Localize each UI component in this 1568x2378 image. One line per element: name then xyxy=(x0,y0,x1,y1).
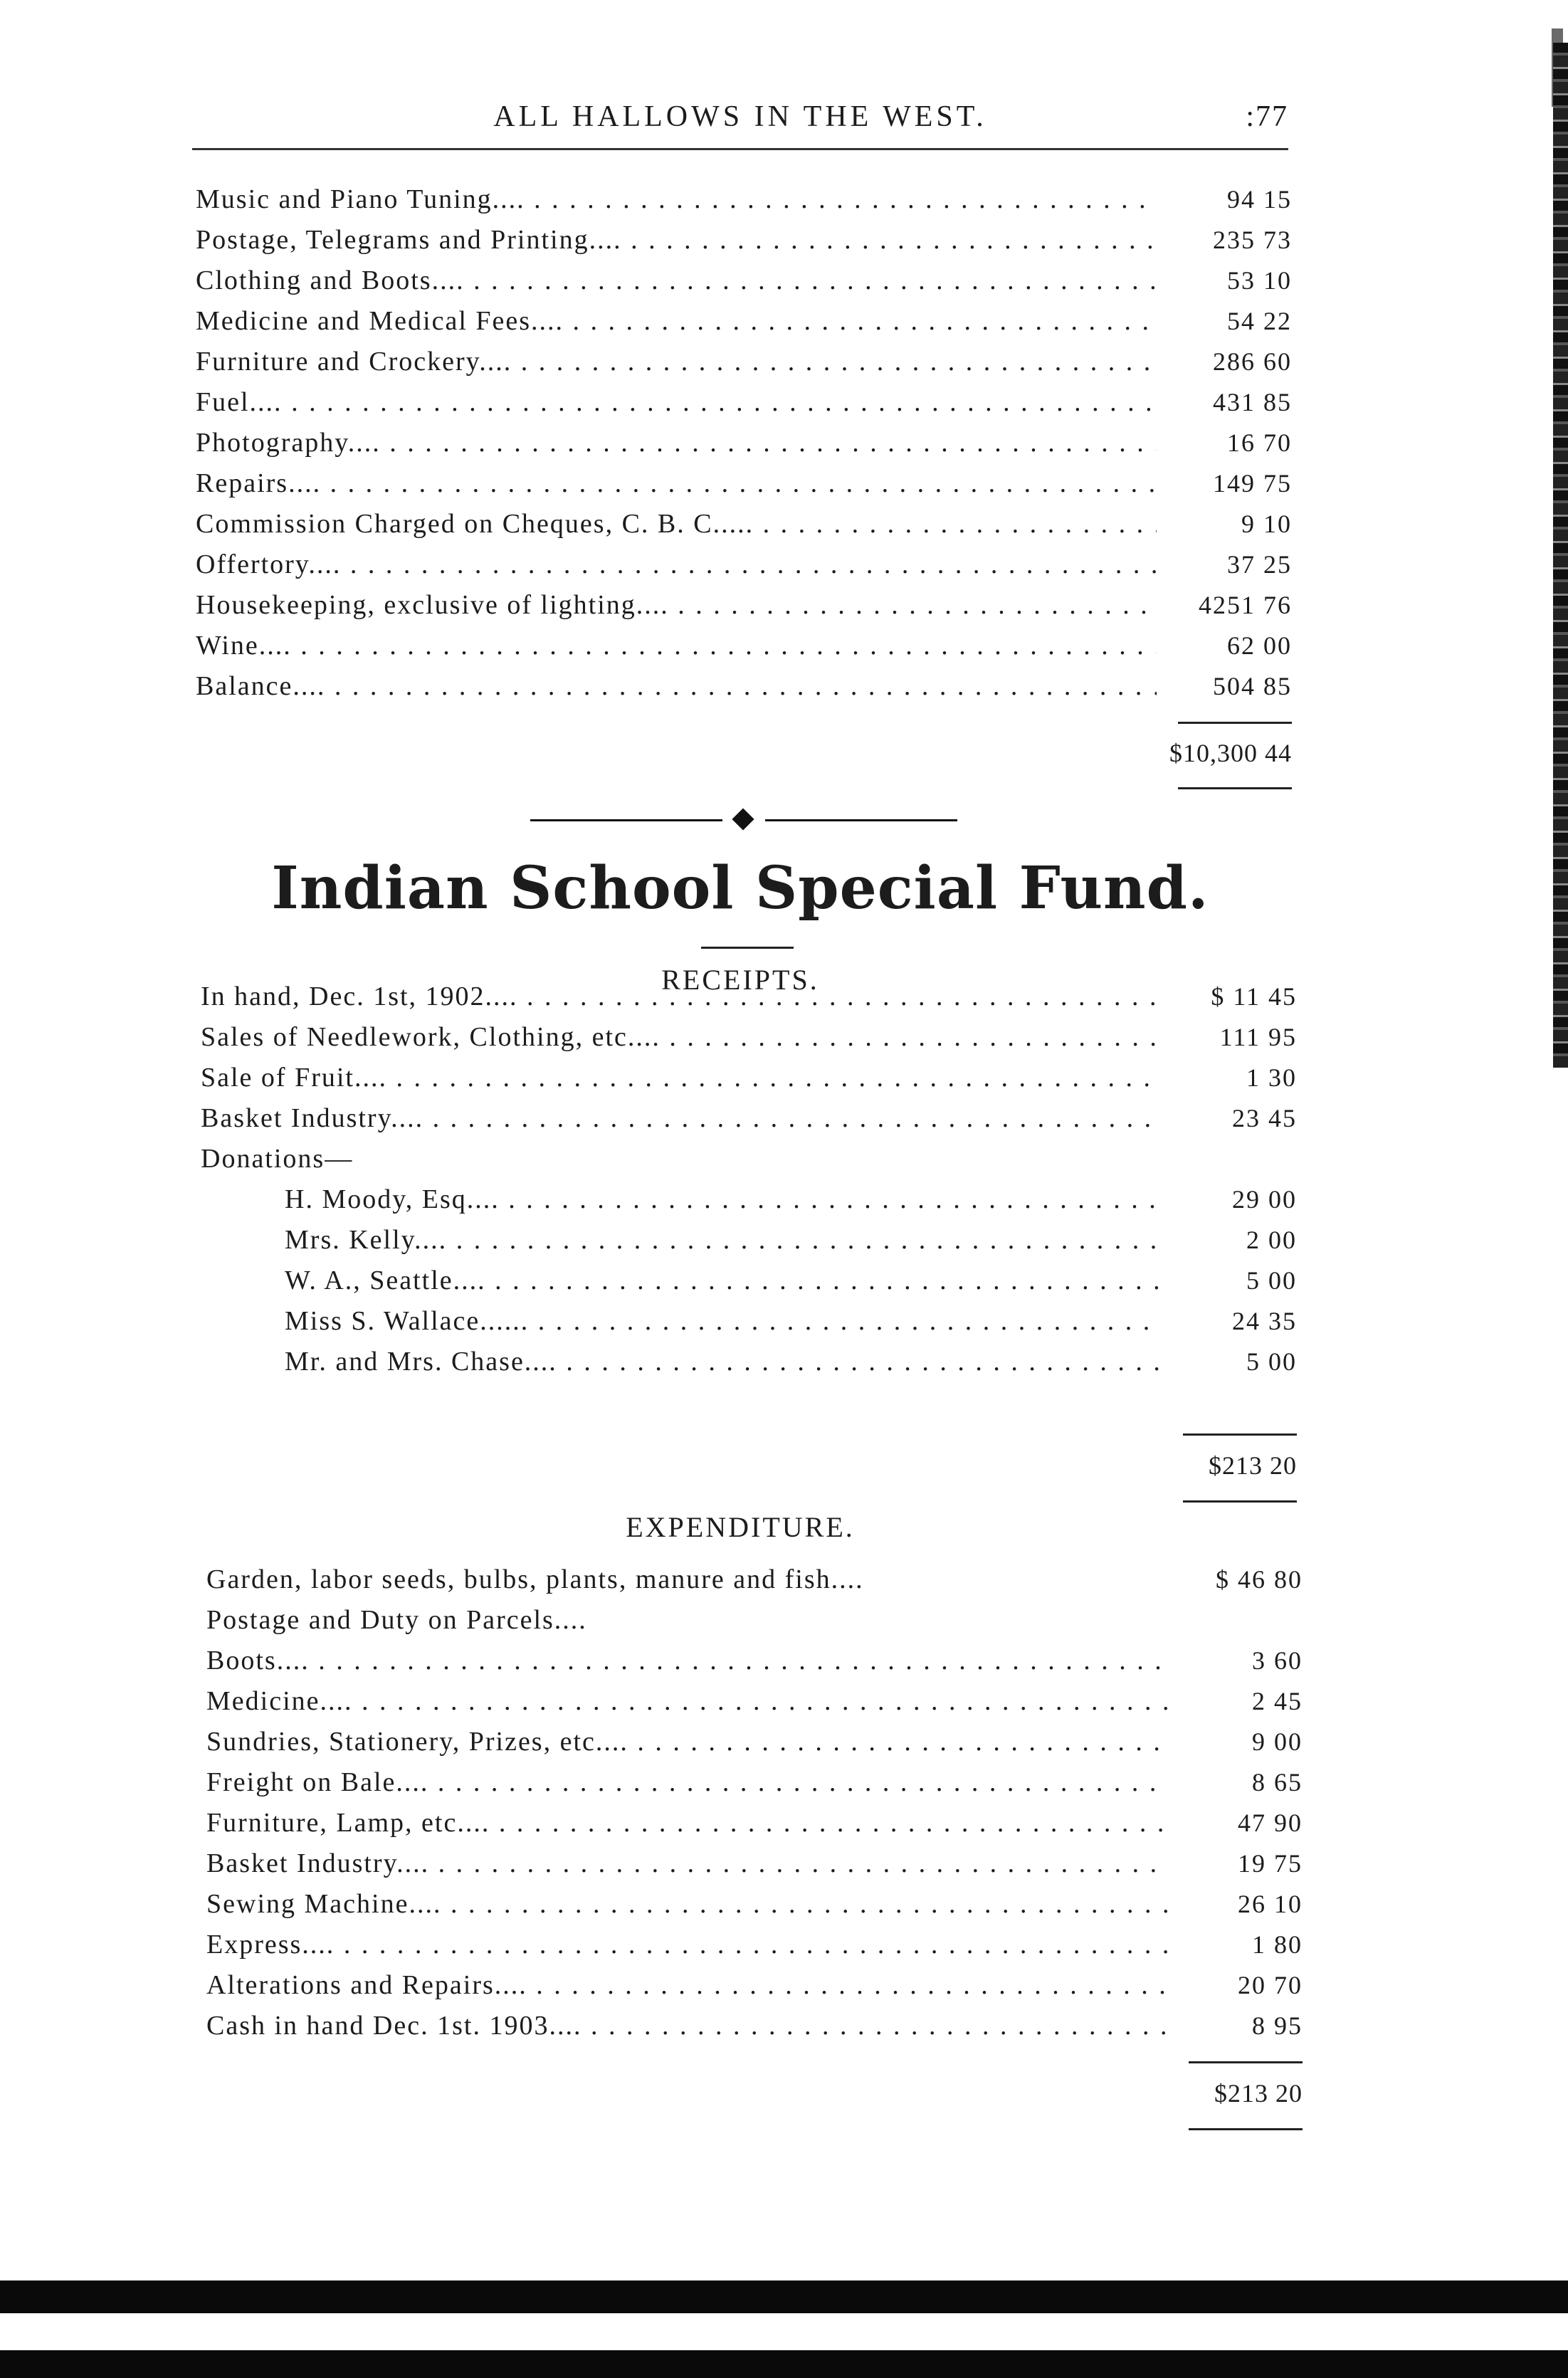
row-label: Offertory.... . . . xyxy=(196,544,1157,584)
row-label: Cash in hand Dec. 1st. 1903.... . . . xyxy=(206,2006,1167,2046)
title-rule xyxy=(701,947,794,949)
row-label: Balance.... . . . xyxy=(196,666,1157,706)
row-label: Commission Charged on Cheques, C. B. C..... . . . xyxy=(196,504,1157,544)
row-amount: 26 10 xyxy=(1238,1890,1303,1918)
section-ornament xyxy=(530,811,957,828)
running-title: ALL HALLOWS IN THE WEST. xyxy=(493,100,987,133)
row-amount: 2 00 xyxy=(1246,1226,1297,1254)
row-amount: 29 00 xyxy=(1232,1185,1297,1214)
page-number: :77 xyxy=(1246,100,1288,133)
row-label: Repairs.... . . . xyxy=(196,463,1157,503)
row-amount: 431 85 xyxy=(1213,388,1292,416)
ledger-row xyxy=(196,585,1292,625)
total-rule xyxy=(1183,1433,1297,1436)
ledger-row xyxy=(206,2006,1303,2046)
ledger-row xyxy=(196,301,1292,341)
row-amount: 53 10 xyxy=(1227,266,1292,295)
row-label: Clothing and Boots.... . . . xyxy=(196,261,1157,300)
row-amount: 16 70 xyxy=(1227,428,1292,457)
row-amount: 62 00 xyxy=(1227,631,1292,660)
donations-label: Donations— xyxy=(201,1144,354,1174)
row-label: Housekeeping, exclusive of lighting.... . . . xyxy=(196,585,1157,625)
row-amount: 5 00 xyxy=(1246,1347,1297,1376)
ledger-row xyxy=(206,1681,1303,1721)
ledger-row xyxy=(206,1762,1303,1802)
expense-total: $10,300 44 xyxy=(1169,739,1292,767)
ornament-line xyxy=(530,819,722,821)
ledger-row xyxy=(201,1098,1297,1138)
section-title: Indian School Special Fund. xyxy=(271,854,1209,922)
ledger-row xyxy=(196,626,1292,665)
ledger-row xyxy=(206,1884,1303,1924)
row-label: Mrs. Kelly.... . . . xyxy=(285,1220,1162,1260)
row-amount: 5 00 xyxy=(1246,1266,1297,1295)
row-amount: 4251 76 xyxy=(1199,591,1292,619)
row-label: Music and Piano Tuning.... . . . xyxy=(196,179,1157,219)
ledger-row xyxy=(196,220,1292,260)
row-amount: 24 35 xyxy=(1232,1307,1297,1335)
ornament-line xyxy=(765,819,957,821)
ledger-row xyxy=(206,1925,1303,1964)
row-amount: 9 10 xyxy=(1241,510,1292,538)
ledger-row xyxy=(285,1179,1297,1219)
row-label: In hand, Dec. 1st, 1902.... . . . xyxy=(201,977,1162,1016)
ledger-row xyxy=(285,1301,1297,1341)
row-amount: 20 70 xyxy=(1238,1971,1303,1999)
row-amount: $ 11 45 xyxy=(1211,982,1297,1011)
ledger-row xyxy=(201,977,1297,1016)
ledger-row xyxy=(206,1641,1303,1680)
row-label: Mr. and Mrs. Chase.... . . . xyxy=(285,1342,1162,1382)
row-amount: 9 00 xyxy=(1252,1727,1303,1756)
row-label: Sewing Machine.... . . . xyxy=(206,1884,1167,1924)
row-label: Postage, Telegrams and Printing.... . . . xyxy=(196,220,1157,260)
row-label: Sundries, Stationery, Prizes, etc.... . . . xyxy=(206,1722,1167,1762)
row-amount: 3 60 xyxy=(1252,1646,1303,1675)
row-label: Boots.... . . . xyxy=(206,1641,1167,1680)
ledger-row xyxy=(196,179,1292,219)
ledger-row xyxy=(201,1017,1297,1057)
row-amount: 8 95 xyxy=(1252,2011,1303,2040)
row-amount: 23 45 xyxy=(1232,1104,1297,1132)
ledger-row xyxy=(206,1803,1303,1843)
row-label: Basket Industry.... . . . xyxy=(206,1843,1167,1883)
row-label: Sale of Fruit.... . . . xyxy=(201,1058,1162,1098)
total-rule xyxy=(1178,787,1292,789)
ledger-row xyxy=(196,261,1292,300)
row-amount: 8 65 xyxy=(1252,1768,1303,1796)
row-amount: 1 80 xyxy=(1252,1930,1303,1959)
row-amount: 1 30 xyxy=(1246,1063,1297,1092)
row-label: Basket Industry.... . . . xyxy=(201,1098,1162,1138)
row-label: Miss S. Wallace...... . . . xyxy=(285,1301,1162,1341)
row-amount: $ 46 80 xyxy=(1216,1565,1303,1594)
ledger-row xyxy=(201,1058,1297,1098)
scan-edge-strip xyxy=(1553,43,1568,1068)
row-amount: 94 15 xyxy=(1227,185,1292,214)
row-amount: 111 95 xyxy=(1219,1023,1297,1051)
row-label: Express.... . . . xyxy=(206,1925,1167,1964)
row-amount: 2 45 xyxy=(1252,1687,1303,1715)
scan-bottom-band xyxy=(0,2280,1568,2313)
expenditure-total: $213 20 xyxy=(1214,2079,1303,2108)
row-label: Photography.... . . . xyxy=(196,423,1157,463)
row-amount: 37 25 xyxy=(1227,550,1292,579)
row-label: H. Moody, Esq.... . . . xyxy=(285,1179,1162,1219)
ledger-row xyxy=(196,544,1292,584)
ledger-row xyxy=(285,1261,1297,1300)
scan-bottom-band xyxy=(0,2350,1568,2378)
header-rule xyxy=(192,148,1288,150)
ledger-row xyxy=(285,1342,1297,1382)
ledger-row xyxy=(206,1722,1303,1762)
row-amount: 54 22 xyxy=(1227,307,1292,335)
expenditure-heading: EXPENDITURE. xyxy=(626,1511,855,1543)
receipts-heading: RECEIPTS. xyxy=(661,964,819,996)
row-label: W. A., Seattle.... . . . xyxy=(285,1261,1162,1300)
row-label: Medicine.... . . . xyxy=(206,1681,1167,1721)
ledger-row xyxy=(285,1220,1297,1260)
row-label: Sales of Needlework, Clothing, etc.... . . . xyxy=(201,1017,1162,1057)
row-label: Furniture and Crockery.... . . . xyxy=(196,342,1157,382)
ledger-row xyxy=(196,666,1292,706)
receipts-total: $213 20 xyxy=(1209,1451,1297,1480)
row-label: Furniture, Lamp, etc.... . . . xyxy=(206,1803,1167,1843)
ledger-row xyxy=(196,342,1292,382)
row-amount: 149 75 xyxy=(1213,469,1292,498)
row-amount: 286 60 xyxy=(1213,347,1292,376)
row-label: Wine.... . . . xyxy=(196,626,1157,665)
total-rule xyxy=(1189,2128,1303,2130)
total-rule xyxy=(1178,722,1292,724)
row-label: Alterations and Repairs.... . . . xyxy=(206,1965,1167,2005)
ledger-row xyxy=(196,504,1292,544)
row-label: Fuel.... . . . xyxy=(196,382,1157,422)
row-label: Garden, labor seeds, bulbs, plants, manure and fish.... xyxy=(206,1564,864,1594)
row-amount: 504 85 xyxy=(1213,672,1292,700)
ledger-row xyxy=(206,1843,1303,1883)
ledger-row xyxy=(196,382,1292,422)
row-label: Medicine and Medical Fees.... . . . xyxy=(196,301,1157,341)
total-rule xyxy=(1189,2061,1303,2063)
total-rule xyxy=(1183,1500,1297,1503)
row-amount: 19 75 xyxy=(1238,1849,1303,1878)
ledger-row xyxy=(206,1559,1303,1599)
donations-label-row xyxy=(201,1139,1297,1179)
row-amount: 47 90 xyxy=(1238,1809,1303,1837)
ledger-row xyxy=(196,423,1292,463)
row-amount: 235 73 xyxy=(1213,226,1292,254)
running-header xyxy=(192,93,1288,142)
ledger-row xyxy=(206,1965,1303,2005)
row-label: Freight on Bale.... . . . xyxy=(206,1762,1167,1802)
diamond-icon xyxy=(732,808,754,830)
ledger-row xyxy=(196,463,1292,503)
row-label: Postage and Duty on Parcels.... xyxy=(206,1605,587,1635)
ledger-row xyxy=(206,1600,1303,1640)
